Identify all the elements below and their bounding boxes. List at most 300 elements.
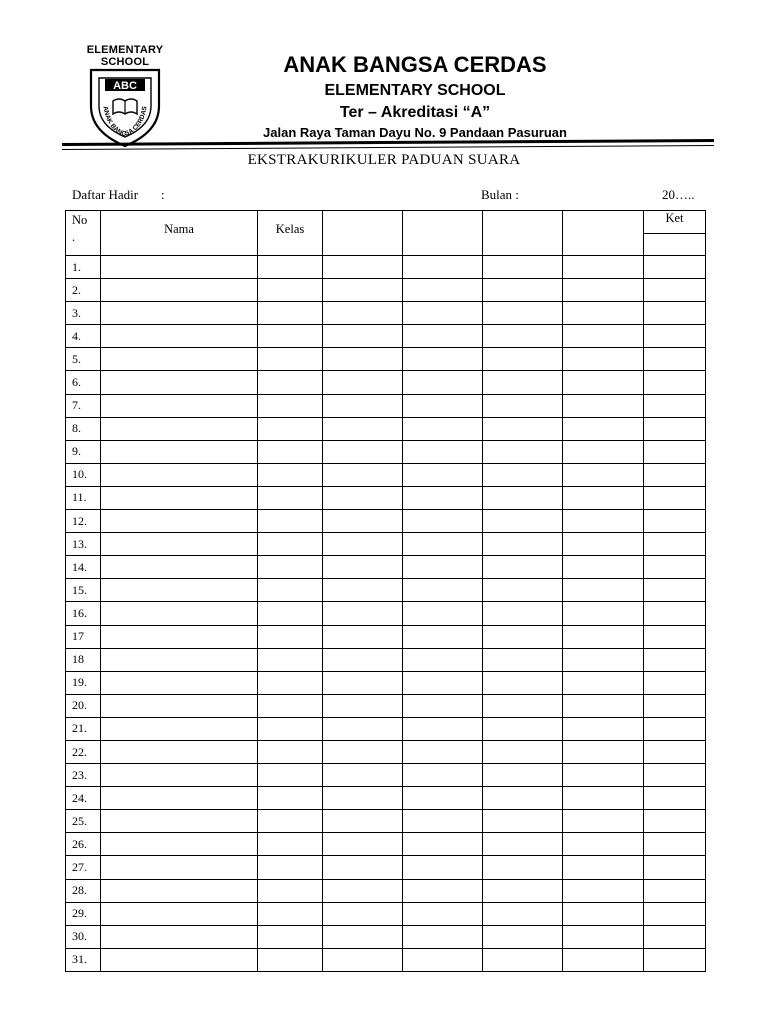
header-ket: Ket [644,211,706,234]
name-cell[interactable] [101,417,258,440]
ket-cell[interactable] [644,579,706,602]
kelas-cell[interactable] [258,348,323,371]
blank-cell[interactable] [563,302,644,325]
ket-cell[interactable] [644,833,706,856]
blank-cell[interactable] [323,833,403,856]
blank-cell[interactable] [563,348,644,371]
blank-cell[interactable] [483,671,563,694]
shield-emblem-icon [85,66,165,148]
ket-cell[interactable] [644,371,706,394]
name-cell[interactable] [101,856,258,879]
blank-cell[interactable] [403,556,483,579]
name-cell[interactable] [101,717,258,740]
table-row [66,787,706,810]
ket-cell[interactable] [644,671,706,694]
kelas-cell[interactable] [258,579,323,602]
blank-cell[interactable] [403,463,483,486]
header-blank-4 [563,211,644,256]
ket-cell[interactable] [644,510,706,533]
row-number: 19. [66,671,101,694]
row-number: 14. [66,556,101,579]
blank-cell[interactable] [483,579,563,602]
kelas-cell[interactable] [258,625,323,648]
name-cell[interactable] [101,579,258,602]
ket-cell[interactable] [644,348,706,371]
logo-caption [80,44,170,68]
month-label: Bulan : [481,187,519,202]
blank-cell[interactable] [323,879,403,902]
blank-cell[interactable] [323,856,403,879]
blank-cell[interactable] [483,902,563,925]
kelas-cell[interactable] [258,602,323,625]
kelas-cell[interactable] [258,256,323,279]
ket-cell[interactable] [644,394,706,417]
row-number: 16. [66,602,101,625]
row-number: 20. [66,694,101,717]
name-cell[interactable] [101,256,258,279]
ket-cell[interactable] [644,648,706,671]
blank-cell[interactable] [483,556,563,579]
blank-cell[interactable] [563,925,644,948]
name-cell[interactable] [101,302,258,325]
kelas-cell[interactable] [258,463,323,486]
row-number: 31. [66,948,101,971]
table-row [66,279,706,302]
kelas-cell[interactable] [258,533,323,556]
blank-cell[interactable] [483,764,563,787]
kelas-cell[interactable] [258,879,323,902]
blank-cell[interactable] [403,694,483,717]
table-row [66,694,706,717]
blank-cell[interactable] [403,625,483,648]
kelas-cell[interactable] [258,510,323,533]
kelas-cell[interactable] [258,833,323,856]
blank-cell[interactable] [563,694,644,717]
blank-cell[interactable] [563,394,644,417]
row-number: 10. [66,463,101,486]
blank-cell[interactable] [323,902,403,925]
blank-cell[interactable] [563,279,644,302]
blank-cell[interactable] [483,371,563,394]
blank-cell[interactable] [323,348,403,371]
school-address: Jalan Raya Taman Dayu No. 9 Pandaan Pasuruan [263,125,567,140]
blank-cell[interactable] [483,533,563,556]
blank-cell[interactable] [403,417,483,440]
blank-cell[interactable] [403,648,483,671]
kelas-cell[interactable] [258,486,323,509]
blank-cell[interactable] [323,556,403,579]
row-number: 18 [66,648,101,671]
blank-cell[interactable] [403,394,483,417]
blank-cell[interactable] [323,279,403,302]
blank-cell[interactable] [323,787,403,810]
name-cell[interactable] [101,440,258,463]
row-number: 4. [66,325,101,348]
table-row [66,579,706,602]
blank-cell[interactable] [403,787,483,810]
blank-cell[interactable] [563,440,644,463]
row-number: 27. [66,856,101,879]
ket-cell[interactable] [644,486,706,509]
name-cell[interactable] [101,671,258,694]
blank-cell[interactable] [403,671,483,694]
table-row [66,394,706,417]
name-cell[interactable] [101,810,258,833]
blank-cell[interactable] [323,394,403,417]
ket-cell[interactable] [644,694,706,717]
school-type: ELEMENTARY SCHOOL [324,82,506,99]
blank-cell[interactable] [563,717,644,740]
header-nama: Nama [101,211,258,256]
name-cell[interactable] [101,533,258,556]
row-number: 28. [66,879,101,902]
blank-cell[interactable] [483,717,563,740]
blank-cell[interactable] [323,256,403,279]
blank-cell[interactable] [323,325,403,348]
school-logo [80,44,170,148]
blank-cell[interactable] [403,579,483,602]
blank-cell[interactable] [563,856,644,879]
attendance-table [65,210,706,972]
name-cell[interactable] [101,602,258,625]
name-cell[interactable] [101,279,258,302]
name-cell[interactable] [101,510,258,533]
blank-cell[interactable] [483,856,563,879]
table-row [66,856,706,879]
ket-cell[interactable] [644,717,706,740]
row-number: 6. [66,371,101,394]
ket-cell[interactable] [644,902,706,925]
ket-cell[interactable] [644,556,706,579]
blank-cell[interactable] [563,463,644,486]
blank-cell[interactable] [323,648,403,671]
blank-cell[interactable] [483,740,563,763]
blank-cell[interactable] [323,671,403,694]
table-row [66,717,706,740]
header-blank-1 [323,211,403,256]
blank-cell[interactable] [563,256,644,279]
kelas-cell[interactable] [258,279,323,302]
kelas-cell[interactable] [258,371,323,394]
ket-cell[interactable] [644,440,706,463]
table-row [66,486,706,509]
blank-cell[interactable] [323,417,403,440]
kelas-cell[interactable] [258,694,323,717]
blank-cell[interactable] [403,440,483,463]
table-row [66,764,706,787]
letterhead [225,52,605,141]
ket-cell[interactable] [644,325,706,348]
blank-cell[interactable] [323,510,403,533]
blank-cell[interactable] [563,764,644,787]
table-row [66,810,706,833]
ket-cell[interactable] [644,279,706,302]
header-kelas: Kelas [258,211,323,256]
name-cell[interactable] [101,348,258,371]
blank-cell[interactable] [403,486,483,509]
blank-cell[interactable] [563,417,644,440]
blank-cell[interactable] [403,879,483,902]
row-number: 17 [66,625,101,648]
blank-cell[interactable] [483,417,563,440]
blank-cell[interactable] [323,440,403,463]
table-row [66,325,706,348]
name-cell[interactable] [101,740,258,763]
table-row [66,902,706,925]
name-cell[interactable] [101,556,258,579]
table-row [66,440,706,463]
row-number: 2. [66,279,101,302]
table-row [66,556,706,579]
ket-cell[interactable] [644,417,706,440]
blank-cell[interactable] [483,625,563,648]
ket-cell[interactable] [644,856,706,879]
name-cell[interactable] [101,948,258,971]
kelas-cell[interactable] [258,325,323,348]
blank-cell[interactable] [483,948,563,971]
ket-cell[interactable] [644,302,706,325]
name-cell[interactable] [101,833,258,856]
ket-cell[interactable] [644,764,706,787]
kelas-cell[interactable] [258,787,323,810]
blank-cell[interactable] [563,510,644,533]
kelas-cell[interactable] [258,764,323,787]
kelas-cell[interactable] [258,556,323,579]
row-number: 29. [66,902,101,925]
blank-cell[interactable] [483,602,563,625]
row-number: 21. [66,717,101,740]
blank-cell[interactable] [483,325,563,348]
blank-cell[interactable] [403,764,483,787]
blank-cell[interactable] [563,671,644,694]
blank-cell[interactable] [563,579,644,602]
row-number: 5. [66,348,101,371]
blank-cell[interactable] [563,648,644,671]
row-number: 3. [66,302,101,325]
blank-cell[interactable] [483,463,563,486]
blank-cell[interactable] [483,486,563,509]
table-row [66,948,706,971]
blank-cell[interactable] [403,371,483,394]
blank-cell[interactable] [403,279,483,302]
logo-caption-line1: ELEMENTARY [86,44,164,56]
blank-cell[interactable] [483,833,563,856]
name-cell[interactable] [101,371,258,394]
name-cell[interactable] [101,486,258,509]
kelas-cell[interactable] [258,302,323,325]
table-row [66,925,706,948]
ket-cell[interactable] [644,787,706,810]
kelas-cell[interactable] [258,671,323,694]
blank-cell[interactable] [403,925,483,948]
table-row [66,533,706,556]
name-cell[interactable] [101,463,258,486]
blank-cell[interactable] [403,948,483,971]
blank-cell[interactable] [403,256,483,279]
blank-cell[interactable] [323,925,403,948]
blank-cell[interactable] [403,602,483,625]
blank-cell[interactable] [323,486,403,509]
blank-cell[interactable] [323,764,403,787]
blank-cell[interactable] [403,302,483,325]
blank-cell[interactable] [483,787,563,810]
blank-cell[interactable] [403,348,483,371]
attendance-label: Daftar Hadir [72,187,139,202]
logo-letters: ABC [113,80,137,92]
blank-cell[interactable] [483,510,563,533]
table-row [66,833,706,856]
blank-cell[interactable] [323,717,403,740]
blank-cell[interactable] [403,833,483,856]
row-number: 30. [66,925,101,948]
document-title: EKSTRAKURIKULER PADUAN SUARA [247,152,521,168]
kelas-cell[interactable] [258,740,323,763]
blank-cell[interactable] [563,948,644,971]
table-row [66,417,706,440]
blank-cell[interactable] [323,302,403,325]
blank-cell[interactable] [483,810,563,833]
kelas-cell[interactable] [258,810,323,833]
header-no-line2: . [72,230,76,244]
blank-cell[interactable] [403,325,483,348]
row-number: 1. [66,256,101,279]
table-row [66,463,706,486]
blank-cell[interactable] [563,879,644,902]
table-row [66,648,706,671]
row-number: 13. [66,533,101,556]
blank-cell[interactable] [403,902,483,925]
row-number: 11. [66,486,101,509]
blank-cell[interactable] [323,579,403,602]
accreditation: Ter – Akreditasi “A” [339,104,491,121]
blank-cell[interactable] [563,787,644,810]
blank-cell[interactable] [323,694,403,717]
ket-cell[interactable] [644,948,706,971]
row-number: 9. [66,440,101,463]
blank-cell[interactable] [483,879,563,902]
blank-cell[interactable] [563,602,644,625]
blank-cell[interactable] [483,440,563,463]
header-blank-2 [403,211,483,256]
year-label: 20….. [662,187,695,202]
blank-cell[interactable] [483,348,563,371]
kelas-cell[interactable] [258,648,323,671]
table-row [66,256,706,279]
blank-cell[interactable] [563,325,644,348]
blank-cell[interactable] [563,533,644,556]
kelas-cell[interactable] [258,417,323,440]
blank-cell[interactable] [563,902,644,925]
blank-cell[interactable] [403,810,483,833]
kelas-cell[interactable] [258,394,323,417]
row-number: 24. [66,787,101,810]
ket-cell[interactable] [644,463,706,486]
kelas-cell[interactable] [258,925,323,948]
blank-cell[interactable] [483,394,563,417]
row-number: 8. [66,417,101,440]
header-blank-3 [483,211,563,256]
header-ket-sub [644,234,706,256]
name-cell[interactable] [101,694,258,717]
blank-cell[interactable] [483,279,563,302]
kelas-cell[interactable] [258,902,323,925]
table-row [66,740,706,763]
table-row [66,602,706,625]
blank-cell[interactable] [483,256,563,279]
blank-cell[interactable] [403,856,483,879]
header-no-line1: No [72,213,88,227]
name-cell[interactable] [101,925,258,948]
ket-cell[interactable] [644,879,706,902]
kelas-cell[interactable] [258,948,323,971]
ket-cell[interactable] [644,740,706,763]
ket-cell[interactable] [644,602,706,625]
school-name: ANAK BANGSA CERDAS [283,52,547,77]
row-number: 25. [66,810,101,833]
ket-cell[interactable] [644,256,706,279]
name-cell[interactable] [101,648,258,671]
ket-cell[interactable] [644,810,706,833]
blank-cell[interactable] [483,302,563,325]
ket-cell[interactable] [644,925,706,948]
header-no [66,211,101,256]
name-cell[interactable] [101,902,258,925]
table-row [66,625,706,648]
kelas-cell[interactable] [258,440,323,463]
ket-cell[interactable] [644,533,706,556]
blank-cell[interactable] [323,810,403,833]
name-cell[interactable] [101,764,258,787]
blank-cell[interactable] [323,602,403,625]
blank-cell[interactable] [563,740,644,763]
ket-cell[interactable] [644,625,706,648]
name-cell[interactable] [101,625,258,648]
logo-caption-line2: SCHOOL [100,56,150,68]
row-number: 23. [66,764,101,787]
table-row [66,302,706,325]
blank-cell[interactable] [323,533,403,556]
table-row [66,510,706,533]
blank-cell[interactable] [323,948,403,971]
blank-cell[interactable] [323,740,403,763]
blank-cell[interactable] [403,717,483,740]
blank-cell[interactable] [563,486,644,509]
row-number: 15. [66,579,101,602]
kelas-cell[interactable] [258,717,323,740]
blank-cell[interactable] [563,810,644,833]
blank-cell[interactable] [563,625,644,648]
blank-cell[interactable] [483,694,563,717]
blank-cell[interactable] [483,925,563,948]
blank-cell[interactable] [403,510,483,533]
name-cell[interactable] [101,787,258,810]
kelas-cell[interactable] [258,856,323,879]
table-row [66,879,706,902]
blank-cell[interactable] [403,533,483,556]
blank-cell[interactable] [563,833,644,856]
name-cell[interactable] [101,879,258,902]
blank-cell[interactable] [563,556,644,579]
name-cell[interactable] [101,325,258,348]
blank-cell[interactable] [403,740,483,763]
name-cell[interactable] [101,394,258,417]
blank-cell[interactable] [483,648,563,671]
blank-cell[interactable] [563,371,644,394]
blank-cell[interactable] [323,371,403,394]
row-number: 12. [66,510,101,533]
blank-cell[interactable] [323,625,403,648]
blank-cell[interactable] [323,463,403,486]
